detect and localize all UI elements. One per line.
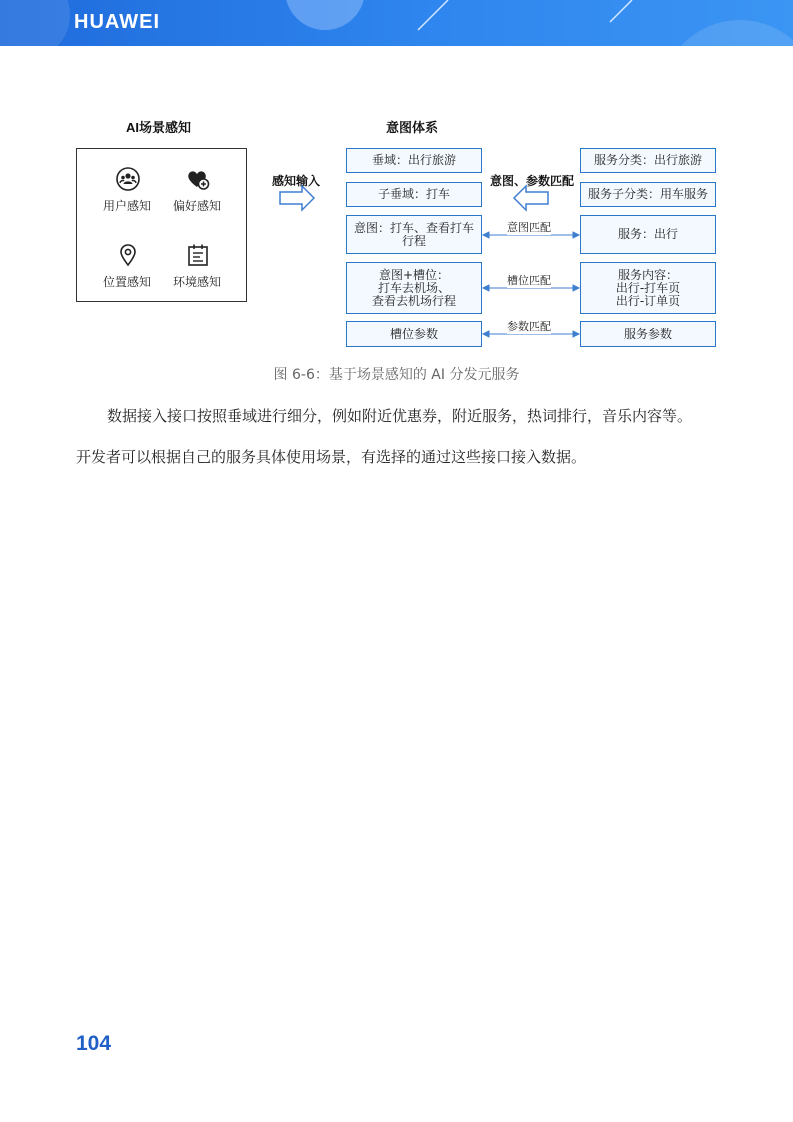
service-node-service: 服务：出行: [580, 215, 716, 254]
service-node-subcategory: 服务子分类：用车服务: [580, 182, 716, 207]
param-match-label: 参数匹配: [507, 320, 551, 333]
sense-label-location: 位置感知: [103, 275, 152, 289]
sense-label-environment: 环境感知: [173, 275, 222, 289]
service-node-category: 服务分类：出行旅游: [580, 148, 716, 173]
sense-label-preference: 偏好感知: [173, 199, 222, 213]
paragraph: 数据接入接口按照垂域进行细分，例如附近优惠券，附近服务，热词排行，音乐内容等。: [107, 407, 693, 425]
middle-title: 意图体系: [386, 120, 439, 135]
service-node-params: 服务参数: [580, 321, 716, 347]
sense-label-user: 用户感知: [103, 199, 152, 213]
intent-node-subdomain: 子垂域：打车: [346, 182, 482, 207]
intent-node-slots: 意图+槽位： 打车去机场、 查看去机场行程: [346, 262, 482, 314]
intent-match-label: 意图匹配: [507, 221, 551, 234]
paragraph: 开发者可以根据自己的服务具体使用场景，有选择的通过这些接口接入数据。: [76, 448, 587, 466]
diagram: [0, 0, 793, 360]
intent-param-match-label: 意图、参数匹配: [490, 174, 575, 188]
brand-logo: HUAWEI: [74, 11, 160, 33]
intent-node-domain: 垂域：出行旅游: [346, 148, 482, 173]
page-number: 104: [76, 1032, 112, 1055]
service-node-content: 服务内容： 出行-打车页 出行-订单页: [580, 262, 716, 314]
figure-caption: 图 6-6：基于场景感知的 AI 分发元服务: [273, 367, 520, 383]
intent-node-intent: 意图：打车、查看打车 行程: [346, 215, 482, 254]
slot-match-label: 槽位匹配: [507, 274, 551, 287]
sense-input-label: 感知输入: [272, 174, 321, 188]
left-title: AI场景感知: [126, 120, 192, 135]
intent-node-slot-params: 槽位参数: [346, 321, 482, 347]
